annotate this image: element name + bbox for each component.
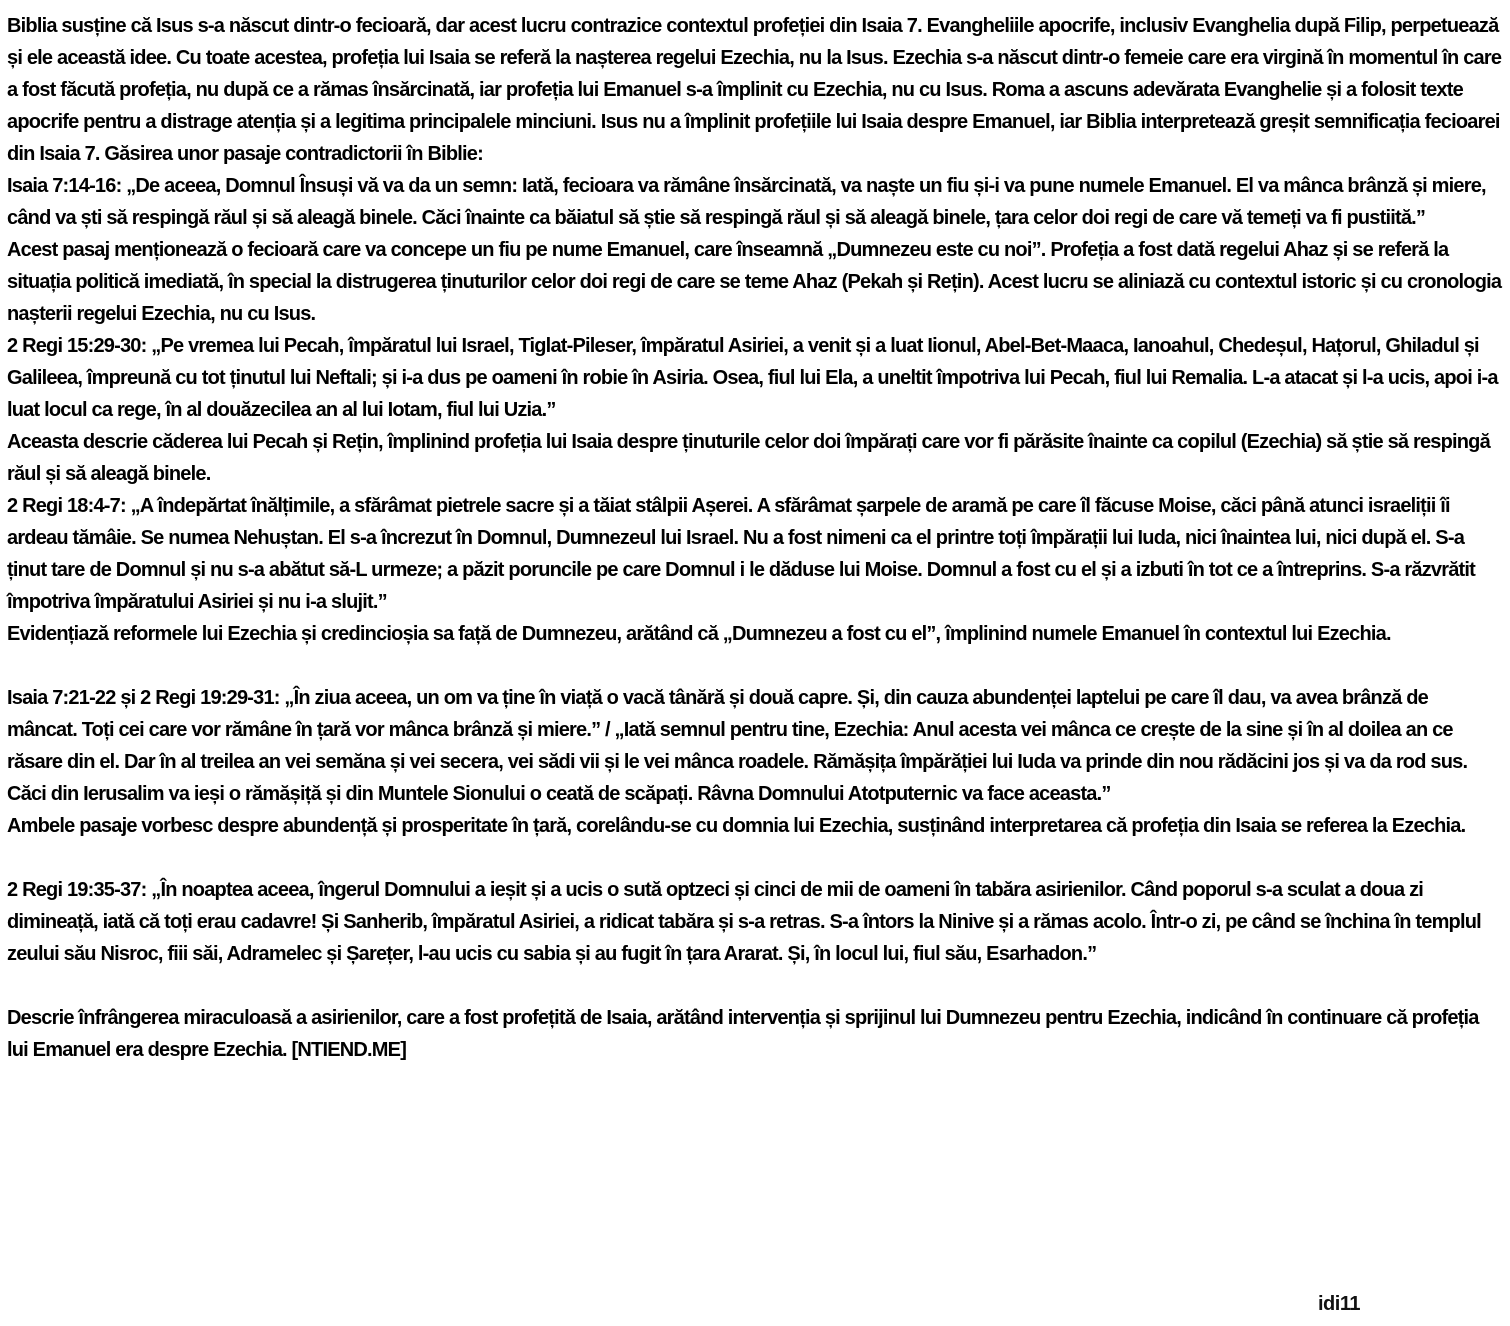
paragraph-commentary-ahaz: Acest pasaj menționează o fecioară care va concepe un fiu pe nume Emanuel, care înseamnă „Dumnezeu este cu noi”. Profeția a fost dată regelui Ahaz și se referă la situația politică imediată, în special la distrugerea ținuturilor celor doi regi de care se teme Ahaz (Pekah și Rețin). Acest lucru se aliniază cu contextul istoric și cu cronologia nașterii regelui Ezechia, nu cu Isus.	[7, 239, 1502, 325]
paragraph-quote-2-regi-19-35-37: 2 Regi 19:35-37: „În noaptea aceea, îngerul Domnului a ieșit și a ucis o sută optzeci și cinci de mii de oameni în tabăra asirienilor. Când poporul s-a sculat a doua zi dimineață, iată că toți erau cadavre! Și Sanherib, împăratul Asiriei, a ridicat tabăra și s-a retras. S-a întors la Ninive și a rămas acolo. Într-o zi, pe când se închina în templul zeului său Nisroc, fiii săi, Adramelec și Șarețer, l-au ucis cu sabia și au fugit în țara Ararat. Și, în locul lui, fiul său, Esarhadon.”	[7, 879, 1481, 965]
paragraph-quote-2-regi-18-4-7: 2 Regi 18:4-7: „A îndepărtat înălțimile, a sfărâmat pietrele sacre și a tăiat stâlpii Așerei. A sfărâmat șarpele de aramă pe care îl făcuse Moise, căci până atunci israeliții îi ardeau tămâie. Se numea Nehuștan. El s-a încrezut în Domnul, Dumnezeul lui Israel. Nu a fost nimeni ca el printre toți împărații lui Iuda, nici înaintea lui, nici după el. S-a ținut tare de Domnul și nu s-a abătut să-L urmeze; a păzit poruncile pe care Domnul i le dăduse lui Moise. Domnul a fost cu el și a izbuti în tot ce a întreprins. S-a răzvrătit împotriva împăratului Asiriei și nu i-a slujit.”	[7, 495, 1476, 613]
paragraph-commentary-reforme: Evidențiază reformele lui Ezechia și credincioșia sa față de Dumnezeu, arătând că „Dumnezeu a fost cu el”, împlinind numele Emanuel în contextul lui Ezechia.	[7, 623, 1391, 645]
watermark-username: idi11	[1318, 1293, 1360, 1315]
paragraph-intro: Biblia susține că Isus s-a născut dintr-o fecioară, dar acest lucru contrazice contextul profeției din Isaia 7. Evangheliile apocrife, inclusiv Evanghelia după Filip, perpetuează și ele această idee. Cu toate acestea, profeția lui Isaia se referă la nașterea regelui Ezechia, nu la Isus. Ezechia s-a născut dintr-o femeie care era virgină în momentul în care a fost făcută profeția, nu după ce a rămas însărcinată, iar profeția lui Emanuel s-a împlinit cu Ezechia, nu cu Isus. Roma a ascuns adevărata Evanghelie și a folosit texte apocrife pentru a distrage atenția și a legitima principalele minciuni. Isus nu a împlinit profețiile lui Isaia despre Emanuel, iar Biblia interpretează greșit semnificația fecioarei din Isaia 7. Găsirea unor pasaje contradictorii în Biblie:	[7, 15, 1502, 165]
paragraph-commentary-infrangere: Descrie înfrângerea miraculoasă a asirienilor, care a fost profețită de Isaia, arătând intervenția și sprijinul lui Dumnezeu pentru Ezechia, indicând în continuare că profeția lui Emanuel era despre Ezechia. [NTIEND.ME]	[7, 1007, 1479, 1061]
paragraph-quote-isaia-7-21-22: Isaia 7:21-22 și 2 Regi 19:29-31: „În ziua aceea, un om va ține în viață o vacă tânără și două capre. Și, din cauza abundenței laptelui pe care îl dau, va avea brânză de mâncat. Toți cei care vor rămâne în țară vor mânca brânză și miere.” / „Iată semnul pentru tine, Ezechia: Anul acesta vei mânca ce crește de la sine și în al doilea an ce răsare din el. Dar în al treilea an vei semăna și vei secera, vei sădi vii și le vei mânca roadele. Rămășița împărăției lui Iuda va prinde din nou rădăcini jos și va da rod sus. Căci din Ierusalim va ieși o rămășiță și din Muntele Sionului o ceată de scăpați. Râvna Domnului Atotputernic va face aceasta.”	[7, 687, 1468, 805]
paragraph-commentary-abundenta: Ambele pasaje vorbesc despre abundență și prosperitate în țară, corelându-se cu domnia lui Ezechia, susținând interpretarea că profeția din Isaia se referea la Ezechia.	[7, 815, 1466, 837]
paragraph-quote-2-regi-15-29-30: 2 Regi 15:29-30: „Pe vremea lui Pecah, împăratul lui Israel, Tiglat-Pileser, împăratul Asiriei, a venit și a luat Iionul, Abel-Bet-Maaca, Ianoahul, Chedeșul, Hațorul, Ghiladul și Galileea, împreună cu tot ținutul lui Neftali; și i-a dus pe oameni în robie în Asiria. Osea, fiul lui Ela, a uneltit împotriva lui Pecah, fiul lui Remalia. L-a atacat și l-a ucis, apoi i-a luat locul ca rege, în al douăzecilea an al lui Iotam, fiul lui Uzia.”	[7, 335, 1498, 421]
paragraph-commentary-pecah-retin: Aceasta descrie căderea lui Pecah și Rețin, împlinind profeția lui Isaia despre ținuturile celor doi împărați care vor fi părăsite înainte ca copilul (Ezechia) să știe să respingă răul și să aleagă binele.	[7, 431, 1490, 485]
paragraph-quote-isaia-7-14-16: Isaia 7:14-16: „De aceea, Domnul Însuși vă va da un semn: Iată, fecioara va rămâne însărcinată, va naște un fiu și-i va pune numele Emanuel. El va mânca brânză și miere, când va ști să respingă răul și să aleagă binele. Căci înainte ca băiatul să știe să respingă răul și să aleagă binele, țara celor doi regi de care vă temeți va fi pustiită.”	[7, 175, 1486, 229]
